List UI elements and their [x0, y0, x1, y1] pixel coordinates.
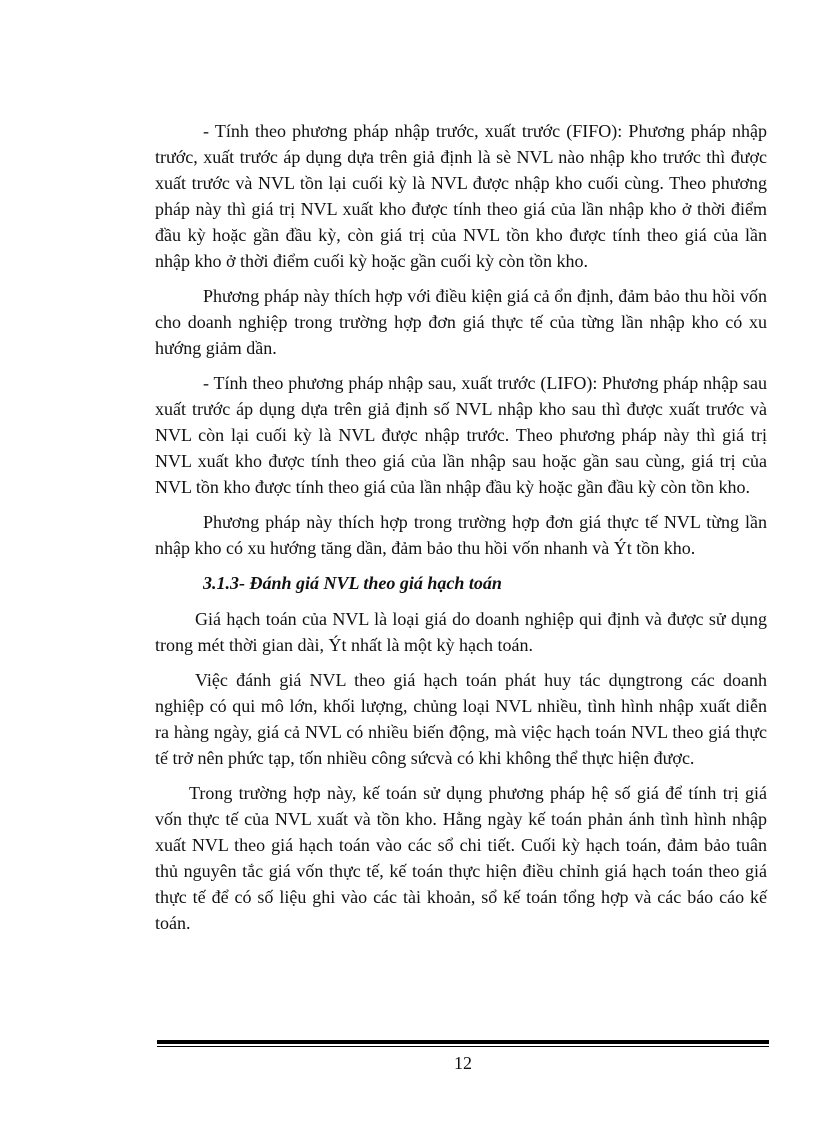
paragraph-lifo-suitability: Phương pháp này thích hợp trong trường hợp đơn giá thực tế NVL từng lần nhập kho có xu hướng tăng dần, đảm bảo thu hồi vốn nhanh và Ýt tồn kho.: [155, 512, 767, 558]
page-footer: [157, 1040, 769, 1074]
footer-rule-thick: [157, 1040, 769, 1044]
paragraph-hach-toan-usage: Việc đánh giá NVL theo giá hạch toán phát huy tác dụngtrong các doanh nghiệp có qui mô lớn, khối lượng, chủng loại NVL nhiều, tình hình nhập xuất diễn ra hàng ngày, giá cả NVL có nhiều biến động, mà việc hạch toán NVL theo giá thực tế trở nên phức tạp, tốn nhiều công sứcvà có khi không thể thực hiện được.: [155, 670, 767, 768]
paragraph-fifo: - Tính theo phương pháp nhập trước, xuất trước (FIFO): Phương pháp nhập trước, xuất trước áp dụng dựa trên giả định là sè NVL nào nhập kho trước thì được xuất trước và NVL tồn lại cuối kỳ là NVL được nhập kho cuối cùng. Theo phương pháp này thì giá trị NVL xuất kho được tính theo giá của lần nhập kho ở thời điểm đầu kỳ hoặc gần đầu kỳ, còn giá trị của NVL tồn kho được tính theo giá của lần nhập kho ở thời điểm cuối kỳ hoặc gần cuối kỳ còn tồn kho.: [155, 121, 767, 271]
page-content: [155, 118, 767, 945]
section-heading: 3.1.3- Đánh giá NVL theo giá hạch toán: [203, 573, 502, 593]
paragraph-he-so-gia: Trong trường hợp này, kế toán sử dụng phương pháp hệ số giá để tính trị giá vốn thực tế của NVL xuất và tồn kho. Hằng ngày kế toán phản ánh tình hình nhập xuất NVL theo giá hạch toán vào các sổ chi tiết. Cuối kỳ hạch toán, đảm bảo tuân thủ nguyên tắc giá vốn thực tế, kế toán thực hiện điều chỉnh giá hạch toán theo giá thực tế để có số liệu ghi vào các tài khoản, sổ kế toán tổng hợp và các báo cáo kế toán.: [155, 783, 767, 933]
paragraph-lifo: - Tính theo phương pháp nhập sau, xuất trước (LIFO): Phương pháp nhập sau xuất trước áp dụng dựa trên giả định số NVL nhập kho sau thì được xuất trước và NVL còn lại cuối kỳ là NVL được nhập trước. Theo phương pháp này thì giá trị NVL xuất kho được tính theo giá của lần nhập sau hoặc gần sau cùng, giá trị của NVL tồn kho được tính theo giá của lần nhập đầu kỳ hoặc gần đầu kỳ còn tồn kho.: [155, 373, 767, 497]
page-number: 12: [454, 1053, 472, 1073]
paragraph-hach-toan-definition: Giá hạch toán của NVL là loại giá do doanh nghiệp qui định và được sử dụng trong mét thời gian dài, Ýt nhất là một kỳ hạch toán.: [155, 609, 767, 655]
footer-rule-thin: [157, 1046, 769, 1047]
paragraph-fifo-suitability: Phương pháp này thích hợp với điều kiện giá cả ổn định, đảm bảo thu hồi vốn cho doanh nghiệp trong trường hợp đơn giá thực tế của từng lần nhập kho có xu hướng giảm dần.: [155, 286, 767, 358]
